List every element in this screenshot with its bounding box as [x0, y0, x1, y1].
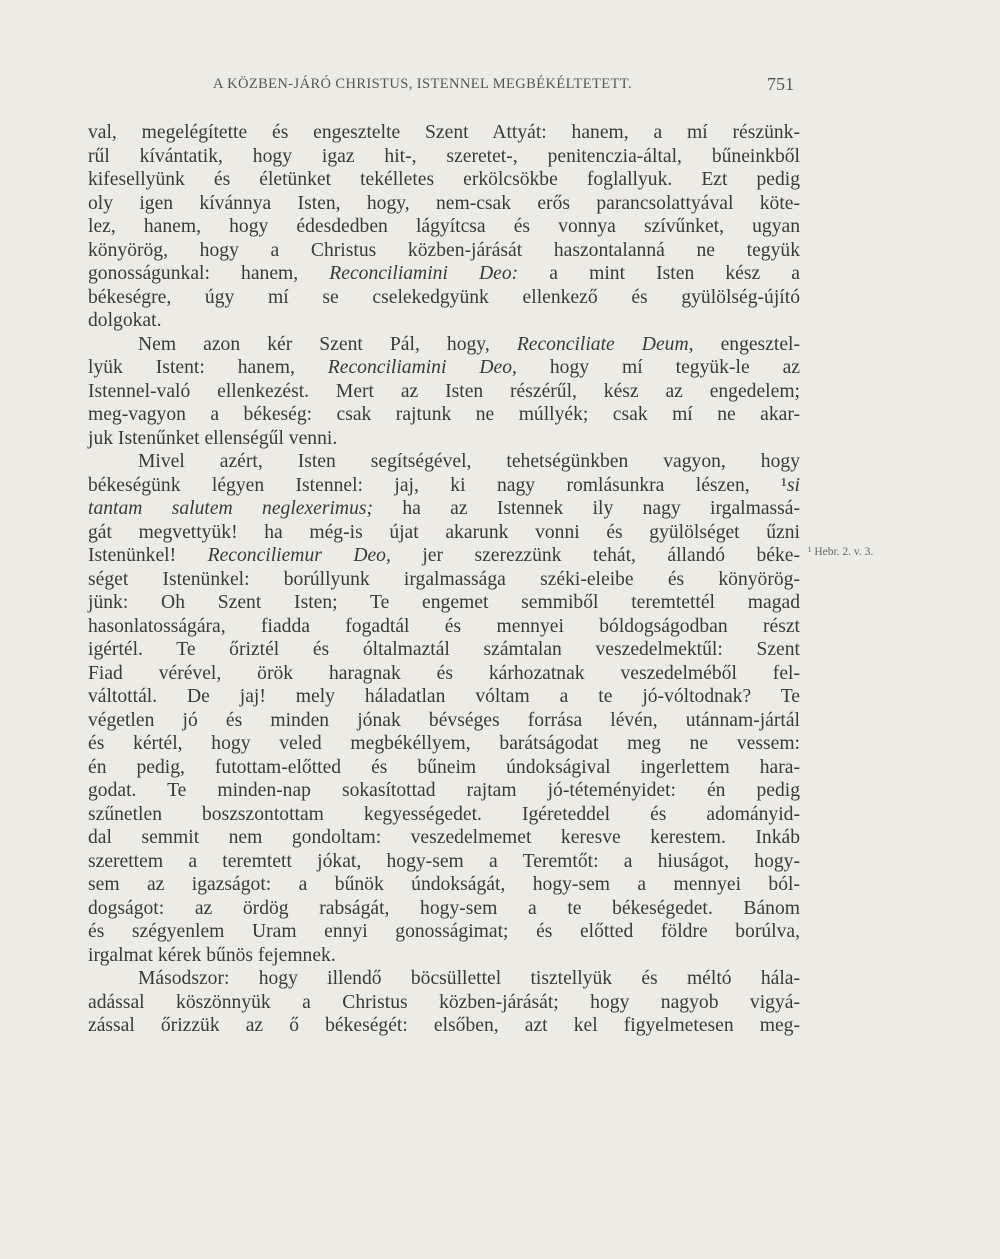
page-number: 751	[767, 74, 794, 94]
text-line	[88, 615, 800, 639]
text-run: ha az Istennek ily nagy irgalmassá-	[373, 498, 800, 519]
text-line	[88, 991, 800, 1015]
text-line	[88, 121, 800, 145]
text-line	[88, 427, 800, 451]
text-run: godat. Te minden-nap sokasítottad rajtam jó-téteményidet: én pedig	[88, 780, 800, 801]
italic-text: si	[786, 474, 800, 496]
text-line	[88, 709, 800, 733]
text-line	[88, 192, 800, 216]
text-line	[88, 380, 800, 404]
italic-text: Reconciliamini Deo,	[327, 357, 517, 378]
paragraph	[88, 333, 800, 451]
text-run: Istenünkel!	[88, 545, 208, 566]
text-line	[88, 732, 800, 756]
text-line	[88, 920, 800, 944]
text-line	[88, 239, 800, 263]
text-run: békeségünk légyen Istennel: jaj, ki nagy romlásunkra lészen, ¹	[88, 474, 787, 496]
text-run: váltottál. De jaj! mely háladatlan vóltam a te jó-vóltodnak? Te	[88, 686, 800, 707]
text-line	[88, 403, 800, 427]
text-line	[88, 309, 800, 333]
text-run: sem az igazságot: a bűnök úndokságát, hogy-sem a mennyei ból-	[88, 874, 800, 895]
text-run: irgalmat kérek bűnös fejemnek.	[88, 944, 336, 966]
text-line	[88, 662, 800, 686]
text-line	[88, 638, 800, 662]
text-run: békeségre, úgy mí se cselekedgyünk ellenkező és gyülölség-újító	[88, 286, 800, 308]
text-run: meg-vagyon a békeség: csak rajtunk ne múllyék; csak mí ne akar-	[88, 404, 800, 425]
text-line	[88, 873, 800, 897]
text-line	[88, 286, 800, 310]
text-line	[88, 168, 800, 192]
page-header	[88, 76, 800, 98]
text-run: szerettem a teremtett jókat, hogy-sem a Teremtőt: a hiuságot, hogy-	[88, 850, 800, 872]
text-run: val, megelégítette és engesztelte Szent Attyát: hanem, a mí részünk-	[88, 122, 800, 143]
text-run: Másodszor: hogy illendő böcsüllettel tisztellyük és méltó hála-	[138, 968, 800, 989]
text-run: és kértél, hogy veled megbékéllyem, barátságodat meg ne vessem:	[88, 733, 800, 754]
text-run: kifesellyünk és életünket tekélletes erkölcsökbe foglallyuk. Ezt pedig	[88, 169, 800, 190]
margin-note: ¹ Hebr. 2. v. 3.	[808, 546, 874, 558]
text-run: hogy mí tegyük-le az	[516, 357, 800, 378]
text-run: adással köszönnyük a Christus közben-járását; hogy nagyob vigyá-	[88, 991, 800, 1013]
italic-text: Reconciliate Deum,	[516, 333, 694, 355]
text-run: dolgokat.	[88, 310, 162, 331]
running-title: A KÖZBEN-JÁRÓ CHRISTUS, ISTENNEL MEGBÉKÉLTETETT.	[213, 76, 633, 92]
text-line	[88, 333, 800, 357]
text-line	[88, 450, 800, 474]
text-run: én pedig, futottam-előtted és bűneim úndokságival ingerlettem hara-	[88, 756, 800, 778]
text-run: jünk: Oh Szent Isten; Te engemet semmiből teremtettél magad	[88, 592, 800, 613]
text-run: a mint Isten kész a	[518, 263, 800, 284]
text-line	[88, 685, 800, 709]
text-run: gonosságunkal: hanem,	[88, 263, 330, 284]
text-run: oly igen kívánnya Isten, hogy, nem-csak erős parancsolattyával köte-	[88, 192, 800, 214]
text-run: Mivel azért, Isten segítségével, tehetségünkben vagyon, hogy	[138, 451, 800, 472]
text-line	[88, 356, 800, 380]
text-line	[88, 1014, 800, 1038]
italic-text: tantam salutem neglexerimus;	[88, 498, 374, 519]
text-run: Nem azon kér Szent Pál, hogy,	[138, 333, 517, 355]
text-line	[88, 497, 800, 521]
text-run: dal semmit nem gondoltam: veszedelmemet keresve kerestem. Inkáb	[88, 827, 800, 848]
text-run: jer szerezzünk tehát, állandó béke-	[390, 545, 801, 566]
text-run: séget Istenünkel: borúllyunk irgalmassága széki-eleibe és könyörög-	[88, 568, 800, 590]
text-line	[88, 944, 800, 968]
text-line	[88, 897, 800, 921]
text-run: Istennel-való ellenkezést. Mert az Isten részérűl, kész az engedelem;	[88, 380, 800, 402]
text-line	[88, 145, 800, 169]
text-run: dogságot: az ördög rabságát, hogy-sem a te békeségedet. Bánom	[88, 897, 800, 919]
text-line	[88, 591, 800, 615]
text-run: igértél. Te őriztél és óltalmaztál számtalan veszedelmektűl: Szent	[88, 639, 800, 660]
text-run: engesztel-	[693, 333, 800, 355]
text-run: lez, hanem, hogy édesdedben lágyítcsa és vonnya szívűnket, ugyan	[88, 216, 800, 237]
text-run: könyörög, hogy a Christus közben-járását haszontalanná ne tegyük	[88, 239, 800, 261]
text-line	[88, 568, 800, 592]
text-run: Fiad vérével, örök haragnak és kárhozatnak veszedelméből fel-	[88, 662, 800, 684]
text-line	[88, 803, 800, 827]
body-text	[88, 121, 800, 1038]
text-line	[88, 474, 800, 498]
text-run: rűl kívántatik, hogy igaz hit-, szeretet-, penitenczia-által, bűneinkből	[88, 145, 800, 167]
italic-text: Reconciliemur Deo,	[207, 545, 391, 566]
text-run: végetlen jó és minden jónak bévséges forrása lévén, utánnam-jártál	[88, 709, 800, 731]
text-run: lyük Istent: hanem,	[88, 357, 328, 378]
text-line	[88, 262, 800, 286]
text-line	[88, 521, 800, 545]
text-line	[88, 826, 800, 850]
paragraph	[88, 121, 800, 333]
text-run: gát megvettyük! ha még-is újat akarunk vonni és gyülölséget űzni	[88, 521, 800, 543]
paragraph	[88, 967, 800, 1038]
italic-text: Reconciliamini Deo:	[329, 263, 519, 284]
text-run: hasonlatosságára, fiadda fogadtál és mennyei bóldogságodban részt	[88, 615, 800, 637]
text-line	[88, 967, 800, 991]
text-run: szűnetlen boszszontottam kegyességedet. Igéreteddel és adományid-	[88, 803, 800, 825]
text-run: zással őrizzük az ő békeségét: elsőben, azt kel figyelmetesen meg-	[88, 1015, 800, 1036]
text-line	[88, 544, 800, 568]
text-line	[88, 215, 800, 239]
text-run: juk Istenűnket ellenségűl venni.	[88, 427, 338, 449]
text-line	[88, 850, 800, 874]
text-run: és szégyenlem Uram ennyi gonosságimat; és előtted földre borúlva,	[88, 921, 800, 942]
paragraph	[88, 450, 800, 967]
text-line	[88, 779, 800, 803]
text-line	[88, 756, 800, 780]
